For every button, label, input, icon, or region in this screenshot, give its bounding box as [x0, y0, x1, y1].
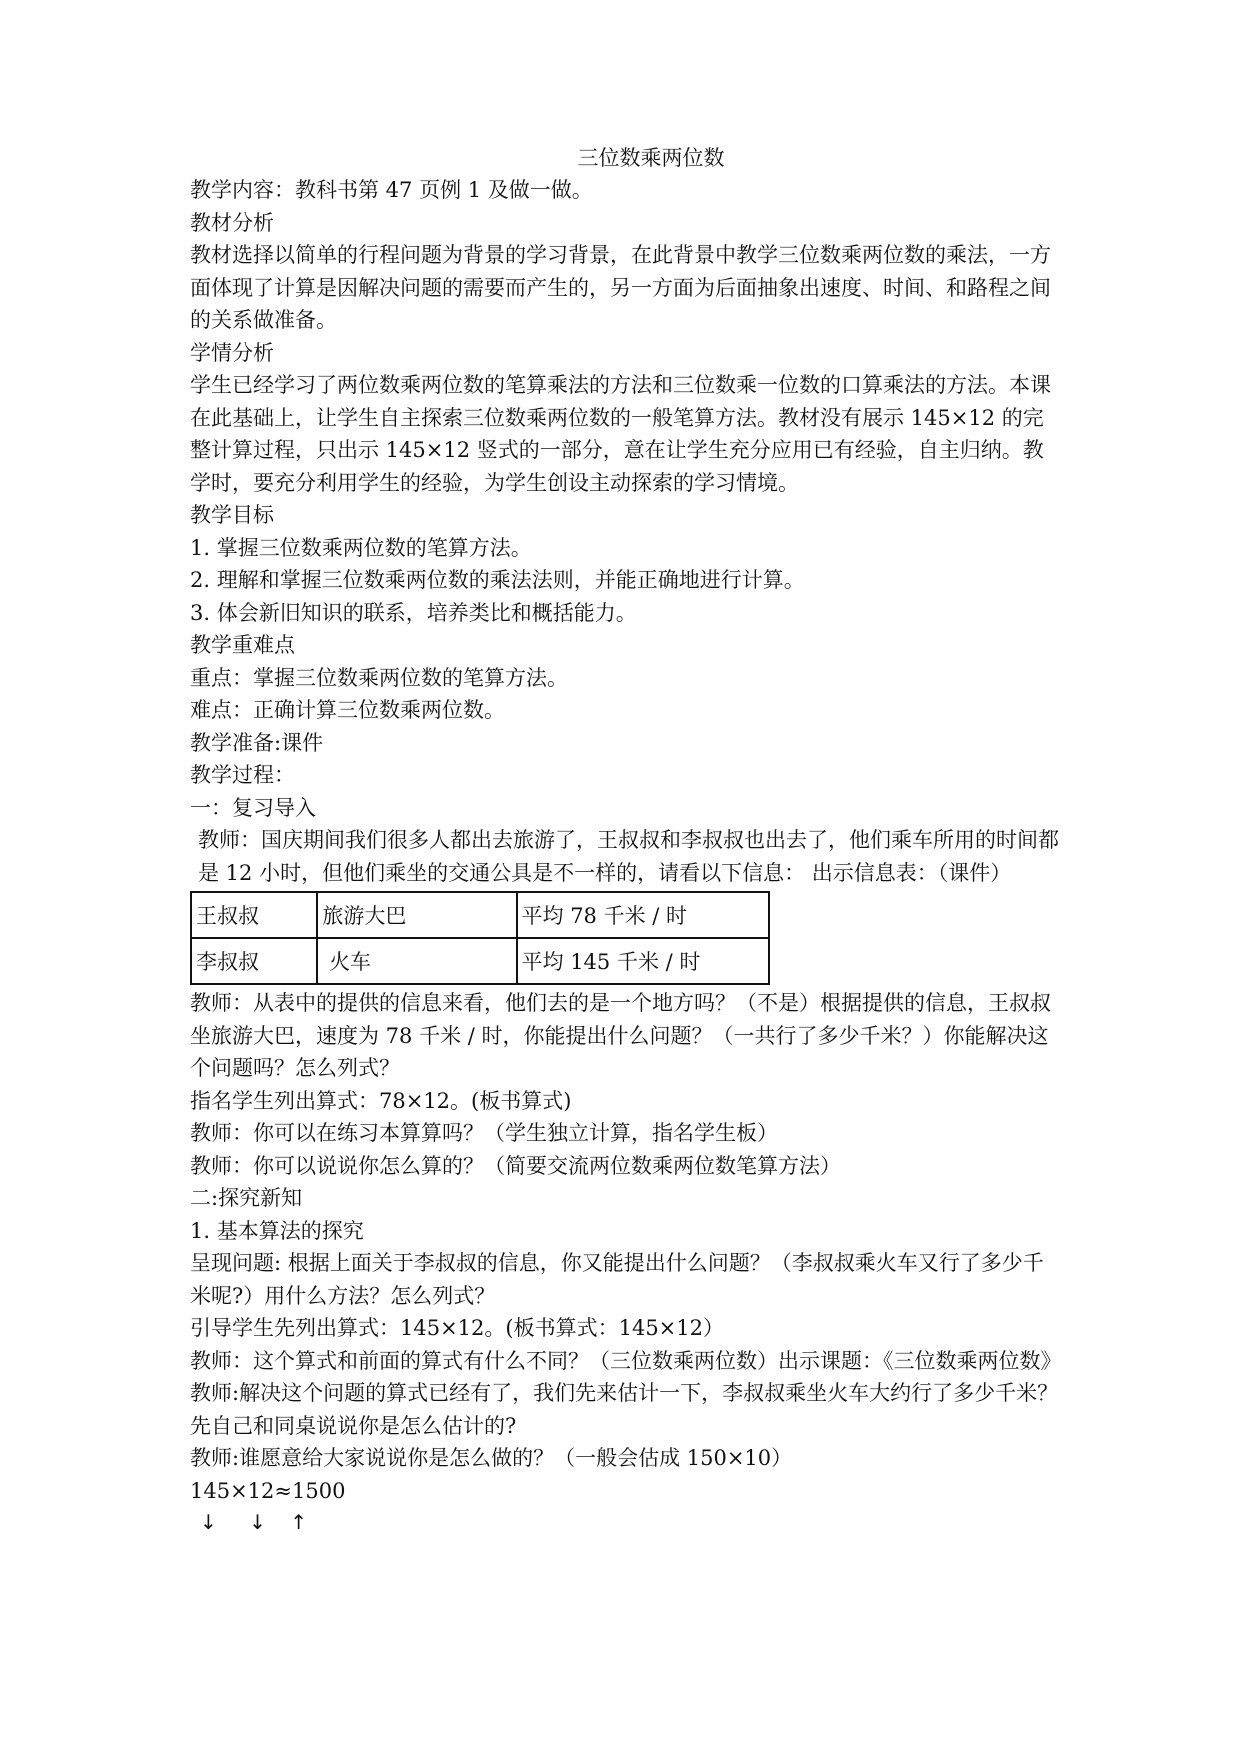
text-line: 教学内容：教科书第 47 页例 1 及做一做。: [190, 178, 593, 202]
table-row: [191, 892, 769, 938]
section-heading: 学情分析: [190, 340, 274, 365]
text-line: 教学过程：: [190, 763, 295, 787]
page-title: 三位数乘两位数: [577, 146, 725, 170]
list-item: 2. 理解和掌握三位数乘两位数的乘法法则，并能正确地进行计算。: [190, 568, 805, 592]
estimate-arrows: [190, 1507, 1062, 1537]
paragraph-question-3: 教师：这个算式和前面的算式有什么不同？（三位数乘两位数）出示课题：《三位数乘两位数》: [190, 1348, 1062, 1373]
subsection-heading: 1. 基本算法的探究: [190, 1218, 364, 1243]
arrow-up-icon: ↑: [290, 1510, 308, 1534]
table-cell: 平均 78 千米 / 时: [517, 892, 769, 938]
section-heading: 教学目标: [190, 503, 274, 527]
text-line: 难点：正确计算三位数乘两位数。: [190, 698, 505, 722]
section-heading: 教学重难点: [190, 633, 295, 657]
info-table: [190, 891, 770, 985]
estimate-expression: 145×12≈1500: [190, 1478, 346, 1503]
table-cell: 平均 145 千米 / 时: [517, 938, 769, 984]
text-line: 教师:谁愿意给大家说说你是怎么做的？（一般会估成 150×10）: [190, 1446, 793, 1470]
text-line: 重点：掌握三位数乘两位数的笔算方法。: [190, 665, 568, 690]
section-heading: 一：复习导入: [190, 795, 316, 820]
table-row: [191, 938, 769, 984]
section-heading: 二:探究新知: [190, 1186, 303, 1210]
table-cell: 旅游大巴: [317, 892, 516, 938]
section-heading: 教材分析: [190, 210, 274, 235]
text-line: 教学准备:课件: [190, 730, 324, 755]
text-line: 指名学生列出算式：78×12。(板书算式): [190, 1088, 572, 1113]
list-item: 3. 体会新旧知识的联系，培养类比和概括能力。: [190, 600, 637, 625]
text-line: 教师：你可以说说你怎么算的？（简要交流两位数乘两位数笔算方法）: [190, 1153, 841, 1178]
arrow-down-icon: ↓: [200, 1510, 217, 1534]
text-line: 引导学生先列出算式：145×12。(板书算式：145×12）: [190, 1316, 724, 1340]
paragraph-material: 教材选择以简单的行程问题为背景的学习背景，在此背景中教学三位数乘两位数的乘法，一方面体现了计算是因解决问题的需要而产生的，另一方面为后面抽象出速度、时间、和路程之间的关系做准备。: [190, 243, 1051, 332]
list-item: 1. 掌握三位数乘两位数的笔算方法。: [190, 535, 532, 560]
paragraph-question-1: 教师：从表中的提供的信息来看，他们去的是一个地方吗？（不是）根据提供的信息，王叔叔坐旅游大巴，速度为 78 千米 / 时，你能提出什么问题？（一共行了多少千米？）你能解决这个问题吗？怎么列式？: [190, 991, 1051, 1080]
paragraph-student: 学生已经学习了两位数乘两位数的笔算乘法的方法和三位数乘一位数的口算乘法的方法。本课在此基础上，让学生自主探索三位数乘两位数的一般笔算方法。教材没有展示 145×12 的完整计算过程，只出示 145×12 竖式的一部分，意在让学生充分应用已有经验，自主归纳。教学时，要充分利用学生的经验，为学生创设主动探索的学习情境。: [190, 373, 1051, 495]
table-cell: 李叔叔: [191, 938, 317, 984]
document-body: [190, 142, 1062, 1537]
text-line: 教师：你可以在练习本算算吗？（学生独立计算，指名学生板）: [190, 1121, 778, 1145]
table-cell: 火车: [317, 938, 516, 984]
paragraph-question-2: 呈现问题: 根据上面关于李叔叔的信息，你又能提出什么问题？（李叔叔乘火车又行了多少千米呢?）用什么方法？怎么列式？: [190, 1251, 1044, 1308]
paragraph-question-4: 教师:解决这个问题的算式已经有了，我们先来估计一下，李叔叔乘坐火车大约行了多少千米？先自己和同桌说说你是怎么估计的?: [190, 1381, 1059, 1438]
table-cell: 王叔叔: [191, 892, 317, 938]
arrow-down-icon: ↓: [249, 1510, 266, 1534]
paragraph-intro: 教师：国庆期间我们很多人都出去旅游了，王叔叔和李叔叔也出去了，他们乘车所用的时间都是 12 小时，但他们乘坐的交通公具是不一样的，请看以下信息： 出示信息表：（课件）: [198, 828, 1059, 885]
